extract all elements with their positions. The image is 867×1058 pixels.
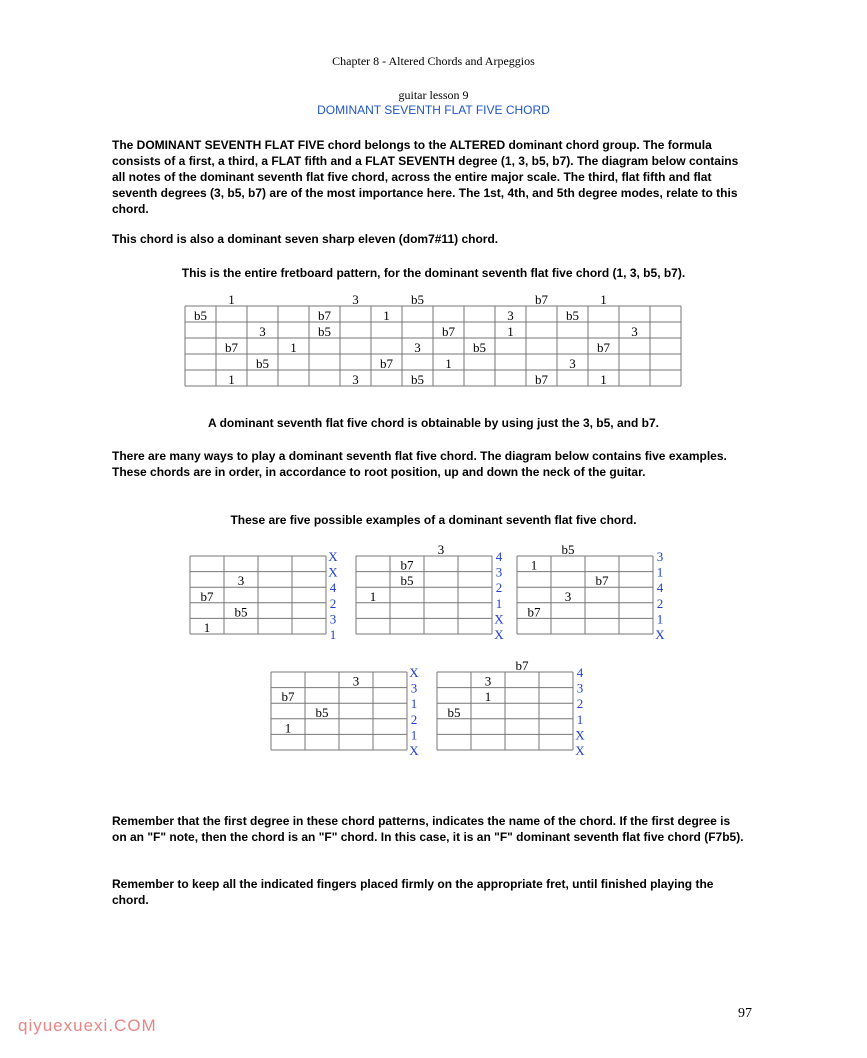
chord-note-label: b5 [561, 542, 575, 557]
finger-number: X [494, 627, 504, 642]
finger-number: 3 [495, 564, 503, 580]
note-label: b5 [194, 308, 207, 323]
note-label: b7 [318, 308, 331, 323]
examples-caption: These are five possible examples of a dominant seventh flat five chord. [230, 513, 637, 527]
chord-note-label: b7 [515, 658, 529, 673]
chord-note-label: 1 [484, 689, 492, 705]
chord-note-label: b7 [400, 557, 414, 573]
finger-number: 1 [329, 627, 337, 642]
intro-paragraph: The DOMINANT SEVENTH FLAT FIVE chord belongs to the ALTERED dominant chord group. The formula consists of a first, a third, a FLAT fifth and a FLAT SEVENTH degree (1, 3, b5, b7). The diagram below contains all notes of the dominant seventh flat five chord, across the entire major scale. The third, flat fifth and flat seventh degrees (3, b5, b7) are of the most importance here. The 1st, 4th, and 5th degree modes, relate to this chord. [112, 138, 739, 216]
finger-number: 4 [329, 580, 337, 596]
chord-note-label: 3 [237, 573, 245, 589]
finger-number: 3 [576, 680, 584, 696]
obtain-paragraph: A dominant seventh flat five chord is obtainable by using just the 3, b5, and b7. [208, 416, 659, 430]
note-label: 1 [600, 372, 607, 387]
note-label: 1 [445, 356, 452, 371]
finger-number: 1 [576, 711, 584, 727]
finger-number: 2 [410, 711, 418, 727]
chord-note-label: 1 [203, 620, 211, 635]
note-label: 1 [600, 292, 607, 307]
lesson-number: guitar lesson 9 [398, 88, 469, 102]
finger-number: 4 [495, 549, 503, 564]
chord-note-label: 1 [530, 557, 538, 573]
note-label: 3 [631, 324, 638, 339]
finger-number: X [409, 665, 419, 680]
note-label: 1 [290, 340, 297, 355]
finger-number: 4 [576, 665, 584, 680]
note-label: 3 [352, 372, 359, 387]
remember-paragraph-2: Remember to keep all the indicated fingers placed firmly on the appropriate fret, until finished playing the chord. [112, 877, 714, 907]
lesson-title: DOMINANT SEVENTH FLAT FIVE CHORD [317, 103, 550, 117]
note-label: b7 [225, 340, 238, 355]
finger-number: X [575, 743, 585, 758]
fretboard-caption: This is the entire fretboard pattern, for the dominant seventh flat five chord (1, 3, b5, b7). [181, 266, 686, 280]
chord-note-label: 1 [284, 720, 292, 736]
finger-number: X [494, 611, 504, 627]
alias-paragraph: This chord is also a dominant seven sharp eleven (dom7#11) chord. [112, 232, 499, 246]
chapter-header: Chapter 8 - Altered Chords and Arpeggios [332, 54, 535, 68]
chord-note-label: b5 [400, 573, 414, 589]
note-label: b7 [535, 372, 548, 387]
finger-number: 4 [656, 580, 664, 596]
finger-number: 1 [410, 696, 418, 712]
ways-paragraph: There are many ways to play a dominant seventh flat five chord. The diagram below contains five examples. These chords are in order, in accordance to root position, up and down the neck of the guitar. [112, 449, 727, 479]
page-number: 97 [738, 1006, 752, 1021]
chord-note-label: b5 [315, 704, 329, 720]
note-label: b7 [442, 324, 455, 339]
chord-note-label: b7 [527, 604, 541, 620]
note-label: 1 [383, 308, 390, 323]
finger-number: 1 [656, 611, 664, 627]
chord-note-label: 3 [437, 542, 445, 557]
finger-number: 2 [495, 580, 503, 596]
chord-note-label: b7 [281, 689, 295, 705]
note-label: 1 [228, 292, 235, 307]
finger-number: X [575, 727, 585, 743]
chord-note-label: b7 [200, 588, 214, 604]
note-label: b7 [535, 292, 548, 307]
note-label: b7 [380, 356, 393, 371]
note-label: 3 [259, 324, 266, 339]
finger-number: 1 [656, 564, 664, 580]
finger-number: 3 [656, 549, 664, 564]
chord-note-label: 3 [484, 673, 492, 689]
note-label: 1 [228, 372, 235, 387]
note-label: b5 [318, 324, 331, 339]
finger-number: X [409, 743, 419, 758]
note-label: b5 [256, 356, 269, 371]
chord-note-label: b5 [234, 604, 248, 620]
note-label: b7 [597, 340, 610, 355]
watermark: qiyuexuexi.COM [18, 1016, 157, 1035]
chord-note-label: b5 [447, 704, 461, 720]
finger-number: X [655, 627, 665, 642]
finger-number: 1 [410, 727, 418, 743]
finger-number: 2 [576, 696, 584, 712]
finger-number: 2 [329, 595, 337, 611]
chord-note-label: 3 [564, 588, 572, 604]
note-label: b5 [566, 308, 579, 323]
note-label: 1 [507, 324, 514, 339]
chord-note-label: 1 [369, 588, 377, 604]
finger-number: X [328, 549, 338, 564]
note-label: 3 [507, 308, 514, 323]
note-label: 3 [414, 340, 421, 355]
note-label: 3 [569, 356, 576, 371]
finger-number: 3 [329, 611, 337, 627]
note-label: b5 [473, 340, 486, 355]
note-label: b5 [411, 292, 424, 307]
finger-number: X [328, 564, 338, 580]
note-label: b5 [411, 372, 424, 387]
chord-note-label: b7 [595, 573, 609, 589]
chord-note-label: 3 [352, 673, 360, 689]
finger-number: 2 [656, 595, 664, 611]
remember-paragraph-1: Remember that the first degree in these chord patterns, indicates the name of the chord. If the first degree is on an "F" note, then the chord is an "F" chord. In this case, it is an "F" dominant seventh flat five chord (F7b5). [112, 814, 744, 844]
note-label: 3 [352, 292, 359, 307]
finger-number: 3 [410, 680, 418, 696]
finger-number: 1 [495, 595, 503, 611]
